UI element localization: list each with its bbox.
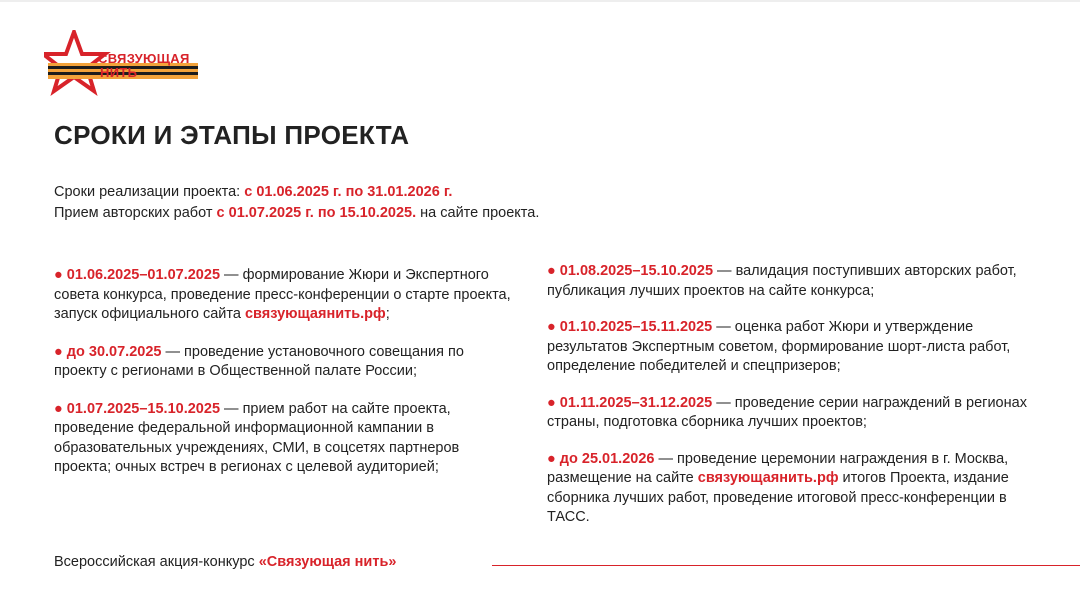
list-item: [54, 400, 514, 478]
stage-date: 01.07.2025–15.10.2025: [66, 400, 221, 417]
top-divider: [0, 0, 1080, 2]
stage-date: до 30.07.2025: [66, 343, 162, 360]
list-item: [547, 262, 1027, 301]
page-title: СРОКИ И ЭТАПЫ ПРОЕКТА: [54, 120, 410, 150]
stage-text: — оценка работ Жюри и утверждение результатов Экспертным советом, формирование шорт-листа работ, определение победителей и спецпризеров;: [547, 319, 1011, 374]
intro-line-2: [54, 203, 539, 224]
intro-line-1-text: Сроки реализации проекта:: [54, 184, 245, 200]
stage-text: — проведение серии награждений в регионах страны, подготовка сборника лучших проектов;: [547, 394, 1027, 430]
stage-date: 01.08.2025–15.10.2025: [559, 263, 714, 279]
intro-line-2-text: Прием авторских работ: [54, 205, 217, 221]
stage-text: — формирование Жюри и Экспертного совета конкурса, проведение пресс-конференции о старте проекта, запуск официального сайта: [54, 267, 511, 322]
bullet-icon: ●: [547, 319, 556, 335]
right-stages-list: [547, 262, 1027, 545]
list-item: [547, 318, 1027, 377]
logo: [44, 30, 204, 102]
list-item: [54, 343, 514, 382]
logo-line-2: НИТЬ: [100, 65, 138, 80]
list-item: [547, 450, 1027, 528]
intro-line-2-dates: с 01.07.2025 г. по 15.10.2025.: [216, 205, 417, 221]
footer: [54, 554, 396, 570]
site-link[interactable]: связующаянить.рф: [244, 306, 386, 322]
logo-text: [98, 52, 190, 80]
left-stages-list: [54, 266, 514, 496]
bullet-icon: ●: [54, 400, 63, 417]
site-link[interactable]: связующаянить.рф: [697, 470, 839, 486]
bullet-icon: ●: [54, 267, 63, 283]
stage-date: до 25.01.2026: [559, 450, 655, 467]
stage-text: — проведение церемонии награждения в г. Москва, размещение на сайте: [547, 450, 1009, 486]
stage-date: 01.10.2025–15.11.2025: [559, 319, 713, 335]
bullet-icon: ●: [547, 263, 556, 279]
bullet-icon: ●: [547, 450, 556, 467]
intro-line-2-suffix: на сайте проекта.: [416, 205, 540, 221]
footer-text: Всероссийская акция-конкурс: [54, 554, 259, 570]
stage-suffix: итогов Проекта, издание сборника лучших работ, проведение итоговой пресс-конференции в ТАСС.: [547, 470, 1009, 525]
intro-line-1-dates: с 01.06.2025 г. по 31.01.2026 г.: [244, 184, 453, 200]
stage-text: — прием работ на сайте проекта, проведение федеральной информационной кампании в образовательных учреждениях, СМИ, в соцсетях партнеров проекта; очных встреч в регионах с целевой аудиторией;: [54, 400, 460, 475]
stage-text: — валидация поступивших авторских работ, публикация лучших проектов на сайте конкурса;: [547, 263, 1017, 299]
intro-line-1: [54, 182, 539, 203]
stage-date: 01.06.2025–01.07.2025: [66, 267, 221, 283]
logo-line-1: СВЯЗУЮЩАЯ: [98, 51, 190, 66]
stage-date: 01.11.2025–31.12.2025: [559, 394, 713, 411]
stage-suffix: ;: [385, 306, 390, 322]
intro: [54, 182, 539, 224]
bullet-icon: ●: [54, 343, 63, 360]
bullet-icon: ●: [547, 394, 556, 411]
stage-text: — проведение установочного совещания по проекту с регионами в Общественной палате России;: [54, 343, 464, 379]
footer-divider: [492, 565, 1080, 566]
list-item: [547, 394, 1027, 433]
footer-campaign-name: «Связующая нить»: [258, 554, 397, 570]
list-item: [54, 266, 514, 325]
